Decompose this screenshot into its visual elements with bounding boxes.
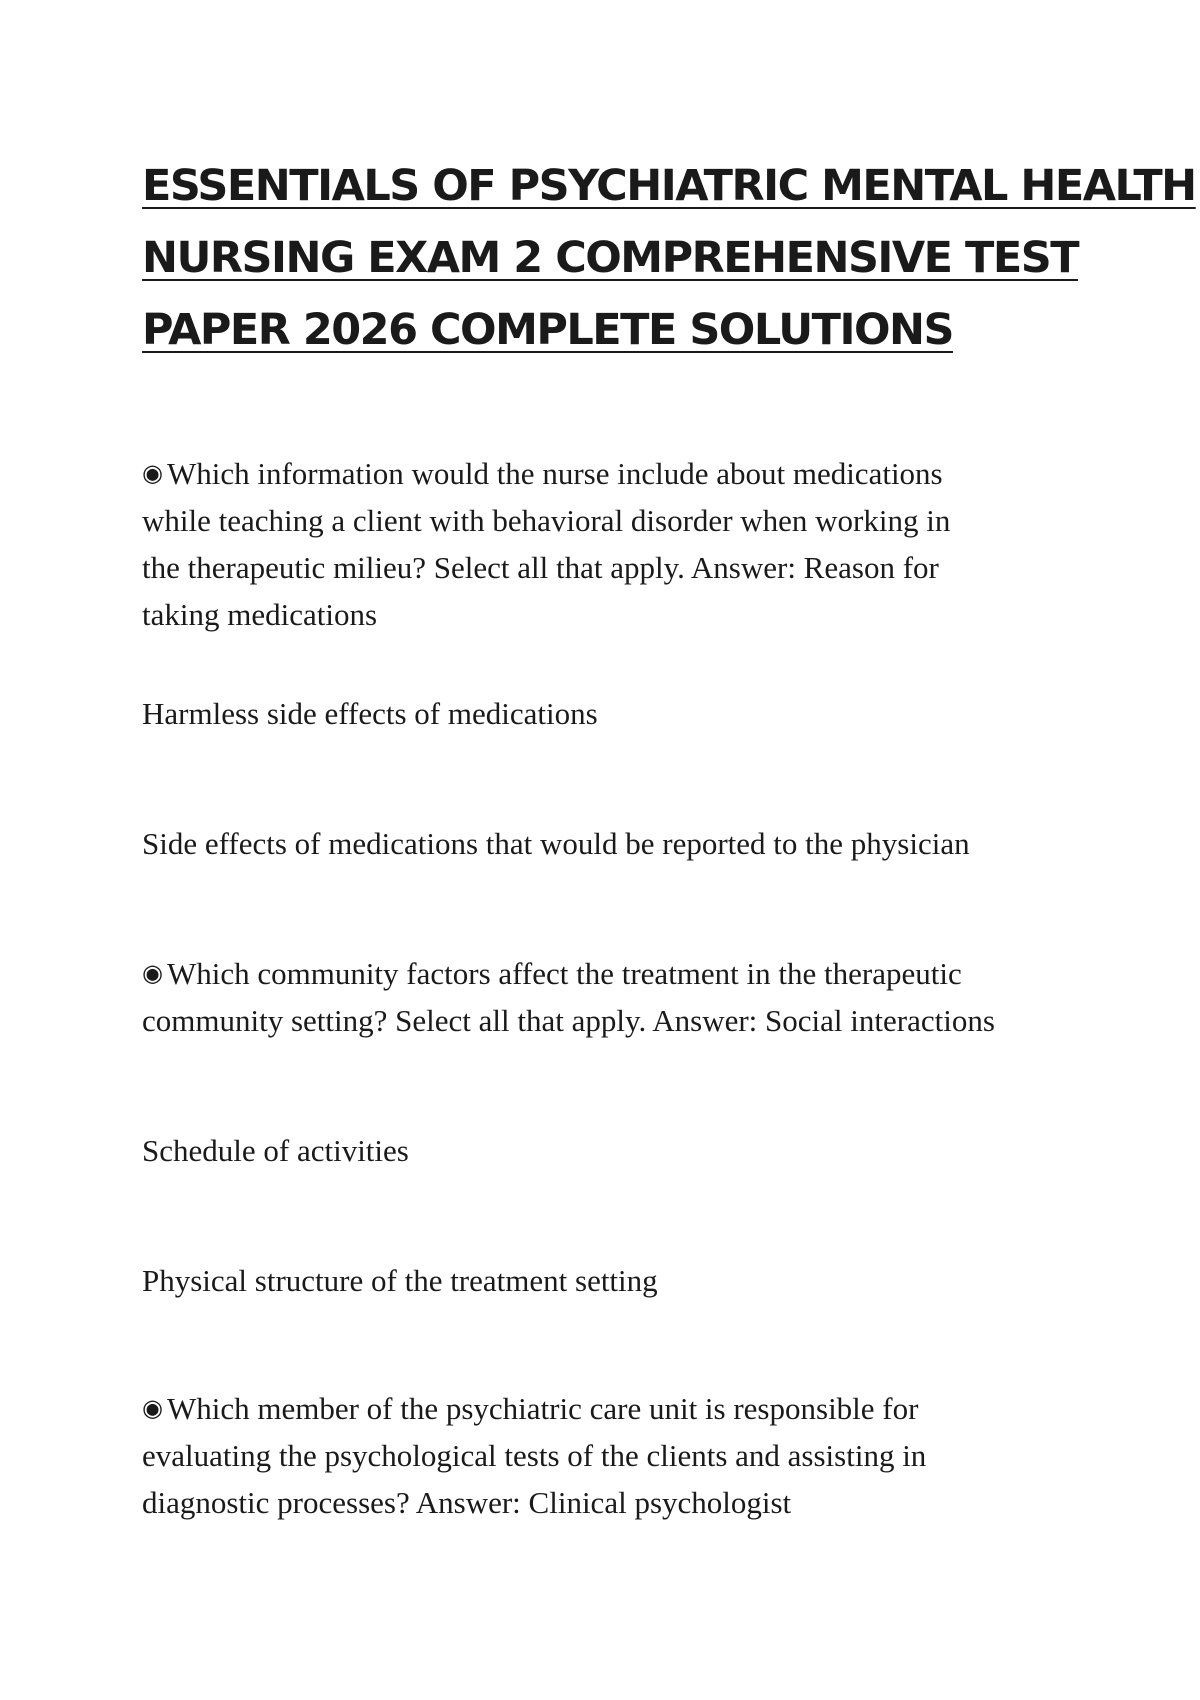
- radio-bullet-icon: ◉: [142, 1394, 163, 1422]
- answer-text: Physical structure of the treatment setting: [142, 1263, 658, 1298]
- radio-bullet-icon: ◉: [142, 959, 163, 987]
- answer-text: Harmless side effects of medications: [142, 696, 598, 731]
- answer-item: [142, 690, 1082, 820]
- answer-item: [142, 820, 1082, 950]
- question-1-line-3: the therapeutic milieu? Select all that apply. Answer: Reason for: [142, 550, 939, 585]
- document-title: [142, 150, 1196, 366]
- question-2-line-1: ◉ Which community factors affect the treatment in the therapeutic: [142, 956, 962, 991]
- question-1-line-2: while teaching a client with behavioral disorder when working in: [142, 503, 951, 538]
- answer-item: [142, 1257, 1082, 1385]
- answer-text: Side effects of medications that would be reported to the physician: [142, 826, 970, 861]
- question-3-line-3: diagnostic processes? Answer: Clinical psychologist: [142, 1485, 792, 1520]
- question-3-line-1: ◉ Which member of the psychiatric care unit is responsible for: [142, 1391, 919, 1426]
- answer-text: Schedule of activities: [142, 1133, 409, 1168]
- title-line-2: NURSING EXAM 2 COMPREHENSIVE TEST: [142, 233, 1079, 283]
- title-line-3: PAPER 2026 COMPLETE SOLUTIONS: [142, 305, 953, 355]
- title-line-1: ESSENTIALS OF PSYCHIATRIC MENTAL HEALTH: [142, 161, 1196, 211]
- radio-bullet-icon: ◉: [142, 459, 163, 487]
- question-1-line-1: ◉ Which information would the nurse include about medications: [142, 456, 943, 491]
- question-3-line-2: evaluating the psychological tests of the clients and assisting in: [142, 1438, 927, 1473]
- question-1: [142, 450, 1082, 638]
- answer-item: [142, 1127, 1082, 1257]
- question-list: [142, 450, 1082, 1526]
- question-1-line-4: taking medications: [142, 597, 378, 632]
- question-2-line-2: community setting? Select all that apply. Answer: Social interactions: [142, 1003, 995, 1038]
- question-3: [142, 1385, 1082, 1526]
- question-2: [142, 950, 1082, 1043]
